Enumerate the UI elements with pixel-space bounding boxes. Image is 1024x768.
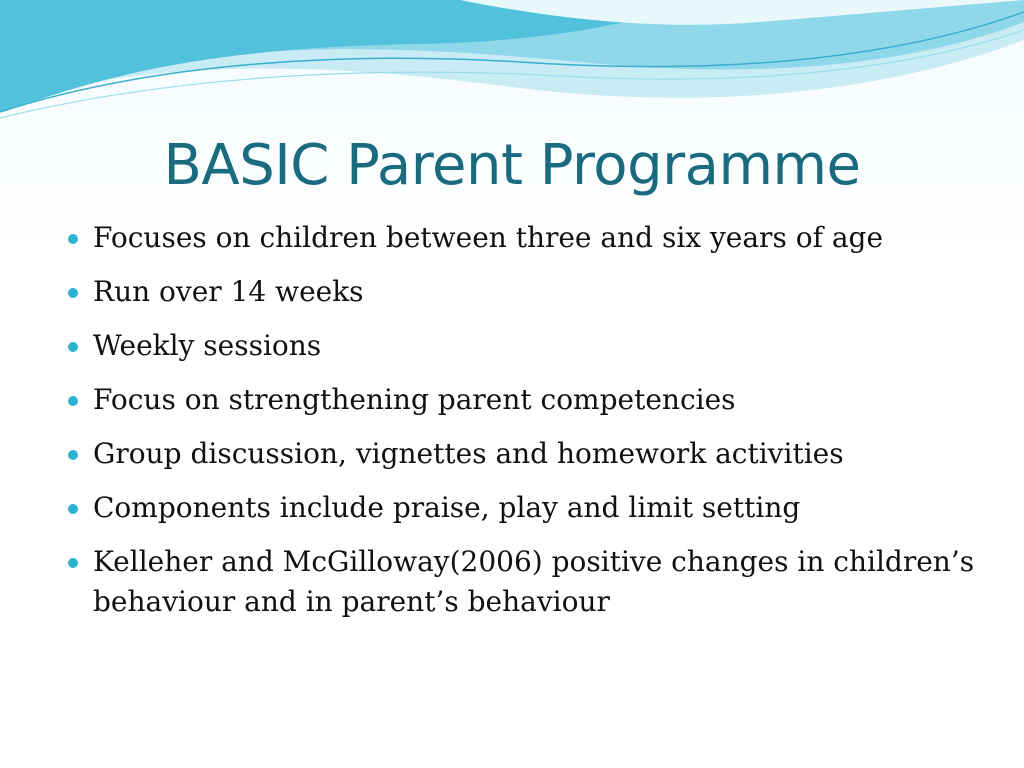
bullet-dot-icon [68, 558, 78, 568]
header-wave-decoration [0, 0, 1024, 130]
bullet-text: Focuses on children between three and six years of age [93, 221, 884, 254]
bullet-text: Kelleher and McGilloway(2006) positive changes in children’s behaviour and in parent’s behaviour [93, 545, 975, 618]
bullet-dot-icon [68, 288, 78, 298]
bullet-item [66, 218, 996, 258]
bullet-text: Weekly sessions [93, 329, 322, 362]
bullet-dot-icon [68, 450, 78, 460]
bullet-dot-icon [68, 504, 78, 514]
bullet-item [66, 488, 996, 528]
bullet-item [66, 272, 996, 312]
bullet-dot-icon [68, 396, 78, 406]
bullet-text: Components include praise, play and limit setting [93, 491, 801, 524]
bullet-text: Focus on strengthening parent competencies [93, 383, 736, 416]
bullet-dot-icon [68, 234, 78, 244]
bullet-item [66, 326, 996, 366]
bullet-item [66, 434, 996, 474]
bullet-item [66, 380, 996, 420]
slide-title: BASIC Parent Programme [163, 133, 861, 198]
bullet-list [66, 218, 996, 636]
bullet-text: Group discussion, vignettes and homework activities [93, 437, 844, 470]
bullet-dot-icon [68, 342, 78, 352]
bullet-item [66, 542, 996, 622]
bullet-text: Run over 14 weeks [93, 275, 364, 308]
